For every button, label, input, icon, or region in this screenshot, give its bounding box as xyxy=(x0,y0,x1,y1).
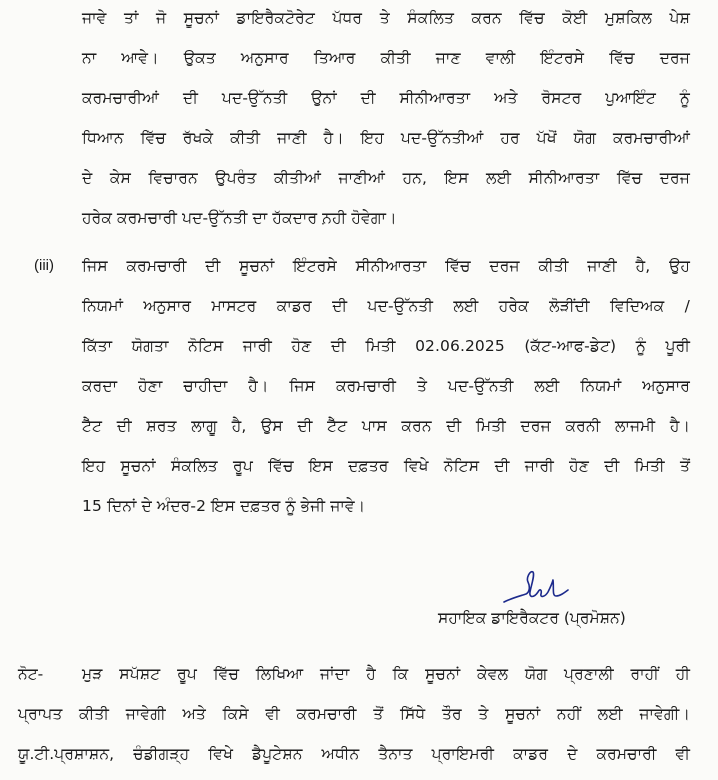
note-line: ਪ੍ਰਾਪਤ ਕੀਤੀ ਜਾਵੇਗੀ ਅਤੇ ਕਿਸੇ ਵੀ ਕਰਮਚਾਰੀ ਤੋਂ ਸਿੱਧੇ ਤੌਰ ਤੇ ਸੂਚਨਾਂ ਨਹੀਂ ਲਈ ਜਾਵੇਗੀ। xyxy=(18,705,690,723)
item-iii-line: ਕਰਦਾ ਹੋਣਾ ਚਾਹੀਦਾ ਹੈ। ਜਿਸ ਕਰਮਚਾਰੀ ਤੇ ਪਦ-ਉੱਨਤੀ ਲਈ ਨਿਯਮਾਂ ਅਨੁਸਾਰ xyxy=(82,377,690,395)
item-iii-line: ਜਿਸ ਕਰਮਚਾਰੀ ਦੀ ਸੂਚਨਾਂ ਇੰਟਰਸੇ ਸੀਨੀਆਰਤਾ ਵਿੱਚ ਦਰਜ ਕੀਤੀ ਜਾਣੀ ਹੈ, ਉਹ xyxy=(82,257,690,275)
item-iii-line: ਕਿੱਤਾ ਯੋਗਤਾ ਨੋਟਿਸ ਜਾਰੀ ਹੋਣ ਦੀ ਮਿਤੀ 02.06.2025 (ਕੱਟ-ਆਫ-ਡੇਟ) ਨੂੰ ਪੂਰੀ xyxy=(82,337,690,355)
paragraph-line: ਦੇ ਕੇਸ ਵਿਚਾਰਨ ਉਪਰੰਤ ਕੀਤੀਆਂ ਜਾਣੀਆਂ ਹਨ, ਇਸ ਲਈ ਸੀਨੀਆਰਤਾ ਵਿੱਚ ਦਰਜ xyxy=(82,169,690,187)
paragraph-line: ਹਰੇਕ ਕਰਮਚਾਰੀ ਪਦ-ਉੱਨਤੀ ਦਾ ਹੱਕਦਾਰ ਨ਼ਹੀ ਹੋਵੇਗਾ। xyxy=(82,209,397,227)
item-iii-line: 15 ਦਿਨਾਂ ਦੇ ਅੰਦਰ-2 ਇਸ ਦਫ਼ਤਰ ਨੂੰ ਭੇਜੀ ਜਾਵੇ। xyxy=(82,497,366,515)
list-marker-iii: (iii) xyxy=(34,257,54,274)
note-line: ਯੂ.ਟੀ.ਪ੍ਰਸ਼ਾਸ਼ਨ, ਚੰਡੀਗੜ੍ਹ ਵਿਖੇ ਡੈਪੂਟੇਸ਼ਨ ਅਧੀਨ ਤੈਨਾਤ ਪ੍ਰਾਇਮਰੀ ਕਾਡਰ ਦੇ ਕਰਮਚਾਰੀ ਵੀ xyxy=(18,745,690,763)
signatory-title: ਸਹਾਇਕ ਡਾਇਰੈਕਟਰ (ਪ੍ਰਮੋਸ਼ਨ) xyxy=(438,609,626,627)
paragraph-line: ਧਿਆਨ ਵਿੱਚ ਰੱਖਕੇ ਕੀਤੀ ਜਾਣੀ ਹੈ। ਇਹ ਪਦ-ਉੱਨਤੀਆਂ ਹਰ ਪੱਖੋਂ ਯੋਗ ਕਰਮਚਾਰੀਆਂ xyxy=(82,129,690,147)
paragraph-line: ਕਰਮਚਾਰੀਆਂ ਦੀ ਪਦ-ਉੱਨਤੀ ਉਨਾਂ ਦੀ ਸੀਨੀਆਰਤਾ ਅਤੇ ਰੋਸਟਰ ਪੁਆਇੰਟ ਨੂੰ xyxy=(82,89,690,107)
note-line: ਮੁੜ ਸਪੱਸ਼ਟ ਰੂਪ ਵਿੱਚ ਲਿਖਿਆ ਜਾਂਦਾ ਹੈ ਕਿ ਸੂਚਨਾਂ ਕੇਵਲ ਯੋਗ ਪ੍ਰਣਾਲੀ ਰਾਹੀਂ ਹੀ xyxy=(82,665,690,683)
paragraph-line: ਜਾਵੇ ਤਾਂ ਜੋ ਸੂਚਨਾਂ ਡਾਇਰੈਕਟੋਰੇਟ ਪੱਧਰ ਤੇ ਸੰਕਲਿਤ ਕਰਨ ਵਿੱਚ ਕੋਈ ਮੁਸ਼ਕਿਲ ਪੇਸ਼ xyxy=(82,9,690,27)
item-iii-line: ਨਿਯਮਾਂ ਅਨੁਸਾਰ ਮਾਸਟਰ ਕਾਡਰ ਦੀ ਪਦ-ਉੱਨਤੀ ਲਈ ਹਰੇਕ ਲੋੜੀਂਦੀ ਵਿਦਿਅਕ / xyxy=(82,297,690,315)
item-iii-line: ਇਹ ਸੂਚਨਾਂ ਸੰਕਲਿਤ ਰੂਪ ਵਿੱਚ ਇਸ ਦਫ਼ਤਰ ਵਿਖੇ ਨੋਟਿਸ ਦੀ ਜਾਰੀ ਹੋਣ ਦੀ ਮਿਤੀ ਤੋਂ xyxy=(82,457,690,475)
item-iii-line: ਟੈੱਟ ਦੀ ਸ਼ਰਤ ਲਾਗੂ ਹੈ, ਉਸ ਦੀ ਟੈੱਟ ਪਾਸ ਕਰਨ ਦੀ ਮਿਤੀ ਦਰਜ ਕਰਨੀ ਲਾਜਮੀ ਹੈ। xyxy=(82,417,690,435)
handwritten-signature-icon xyxy=(500,568,570,608)
note-label: ਨੋਟ- xyxy=(18,665,44,683)
paragraph-line: ਨਾ ਆਵੇ। ਉਕਤ ਅਨੁਸਾਰ ਤਿਆਰ ਕੀਤੀ ਜਾਣ ਵਾਲੀ ਇੰਟਰਸੇ ਵਿੱਚ ਦਰਜ xyxy=(82,49,690,67)
signature-block xyxy=(438,568,678,638)
